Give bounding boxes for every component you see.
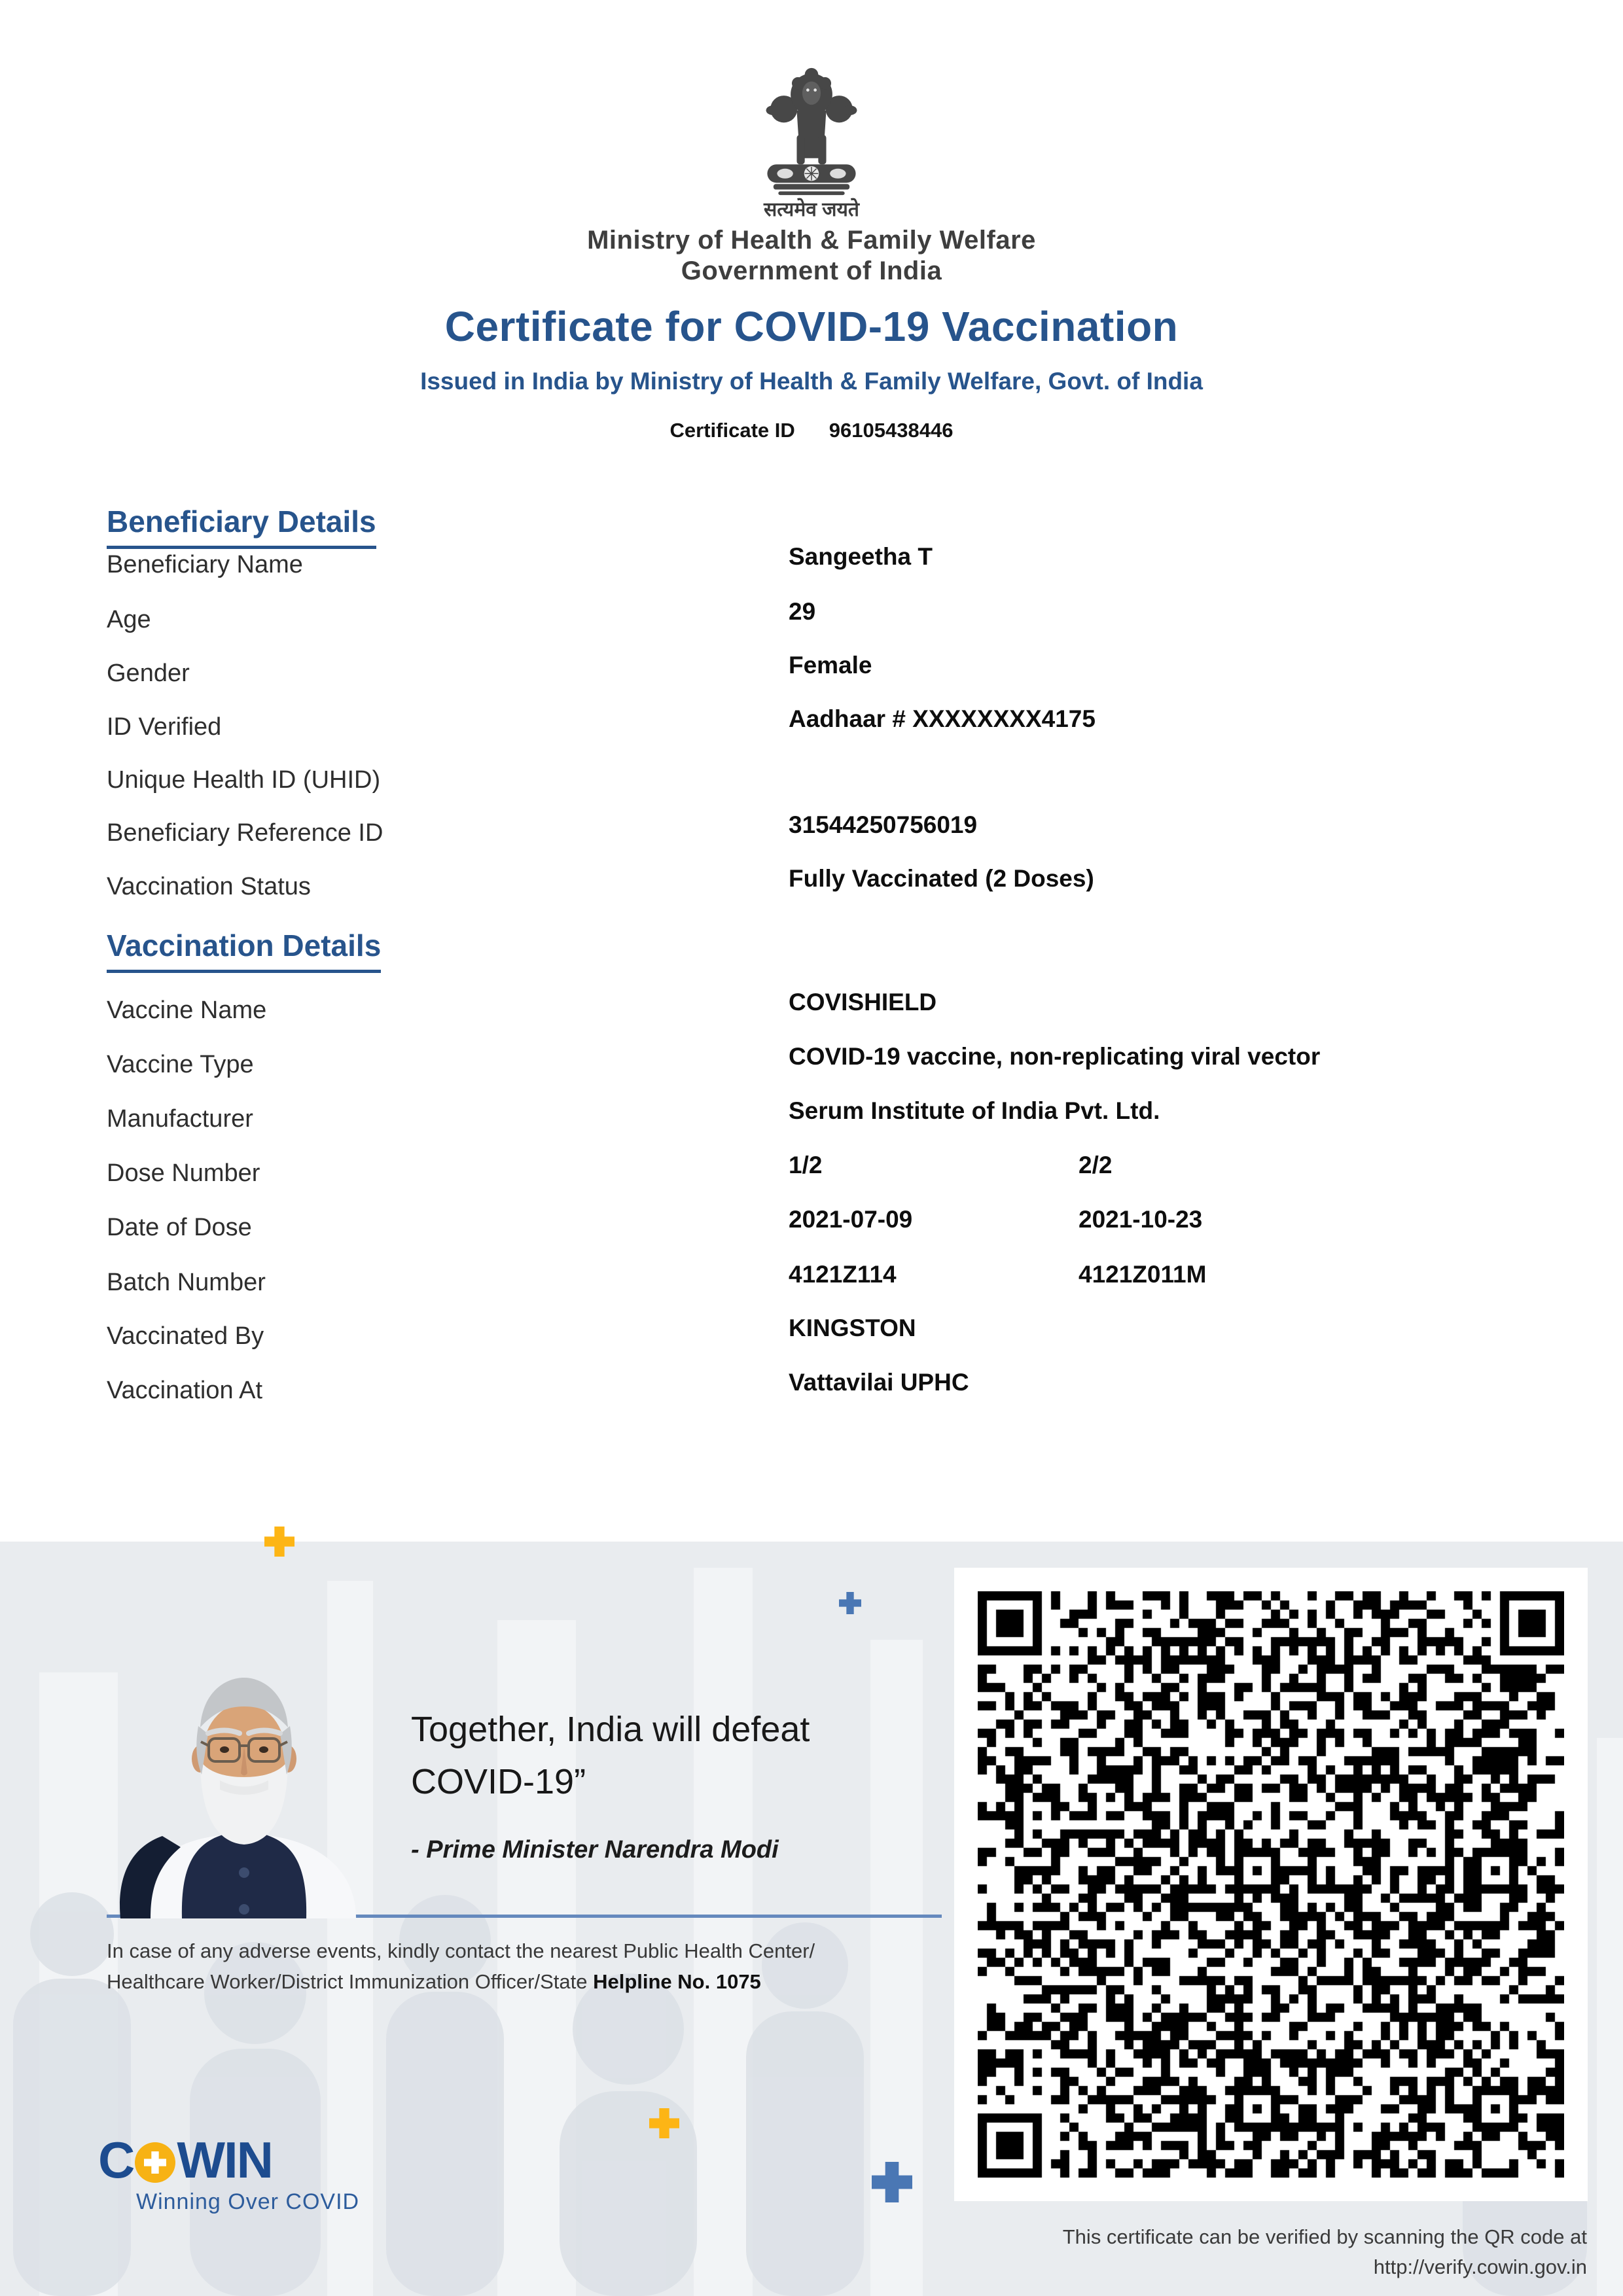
verification-note bbox=[654, 2222, 1587, 2282]
field-label: Unique Health ID (UHID) bbox=[107, 766, 381, 794]
row-vaccination-status bbox=[0, 865, 1623, 912]
emblem-of-india-icon bbox=[750, 56, 873, 196]
field-label: Batch Number bbox=[107, 1269, 266, 1296]
row-date-of-dose bbox=[0, 1206, 1623, 1253]
field-label: Dose Number bbox=[107, 1159, 260, 1187]
field-value: 31544250756019 bbox=[789, 811, 978, 838]
ministry-name: Ministry of Health & Family Welfare bbox=[587, 226, 1036, 255]
row-batch-number bbox=[0, 1261, 1623, 1308]
row-vaccinated-by bbox=[0, 1315, 1623, 1362]
adverse-line1: In case of any adverse events, kindly contact the nearest Public Health Center/ bbox=[107, 1939, 815, 1962]
field-label: Vaccinated By bbox=[107, 1322, 264, 1350]
row-beneficiary-name bbox=[0, 543, 1623, 590]
field-value-dose2: 2/2 bbox=[1079, 1152, 1113, 1178]
field-value: Sangeetha T bbox=[789, 543, 933, 570]
field-label: Age bbox=[107, 606, 151, 633]
row-manufacturer bbox=[0, 1097, 1623, 1144]
cowin-logo-win: WIN bbox=[177, 2131, 272, 2189]
row-gender bbox=[0, 652, 1623, 699]
field-label: Beneficiary Reference ID bbox=[107, 819, 383, 847]
field-label: Vaccination At bbox=[107, 1377, 263, 1404]
row-vaccine-type bbox=[0, 1043, 1623, 1090]
qr-code-panel bbox=[954, 1568, 1588, 2201]
field-value: Aadhaar # XXXXXXXX4175 bbox=[789, 705, 1096, 732]
field-value-dose1: 4121Z114 bbox=[789, 1261, 897, 1288]
emblem-motto: सत्यमेव जयते bbox=[763, 199, 860, 221]
cowin-tagline: Winning Over COVID bbox=[136, 2189, 360, 2214]
field-value: KINGSTON bbox=[789, 1315, 916, 1341]
field-value: COVISHIELD bbox=[789, 989, 937, 1016]
field-value: 29 bbox=[789, 598, 816, 625]
row-vaccination-at bbox=[0, 1369, 1623, 1416]
field-label: Vaccination Status bbox=[107, 873, 311, 900]
pm-quote-line1: Together, India will defeat bbox=[411, 1710, 810, 1749]
pm-quote-attribution: - Prime Minister Narendra Modi bbox=[411, 1836, 779, 1863]
government-name: Government of India bbox=[681, 256, 942, 285]
pm-quote-line2: COVID-19” bbox=[411, 1762, 586, 1801]
row-dose-number bbox=[0, 1152, 1623, 1199]
certificate-title: Certificate for COVID-19 Vaccination bbox=[444, 303, 1179, 350]
field-label: Beneficiary Name bbox=[107, 551, 303, 578]
cowin-logo-c: C bbox=[98, 2131, 134, 2189]
row-uhid bbox=[0, 766, 1623, 805]
certificate-id-value: 96105438446 bbox=[829, 419, 954, 442]
vaccination-details-heading: Vaccination Details bbox=[107, 928, 381, 973]
row-beneficiary-reference-id bbox=[0, 811, 1623, 858]
qr-code bbox=[978, 1591, 1564, 2178]
row-vaccine-name bbox=[0, 989, 1623, 1036]
field-value: COVID-19 vaccine, non-replicating viral vector bbox=[789, 1043, 1321, 1070]
adverse-events-note bbox=[107, 1935, 815, 1997]
cowin-plus-icon bbox=[135, 2142, 175, 2183]
beneficiary-details-heading: Beneficiary Details bbox=[107, 504, 376, 549]
plus-accent-icon bbox=[839, 1592, 861, 1614]
certificate-id-label: Certificate ID bbox=[669, 419, 795, 442]
field-value: Serum Institute of India Pvt. Ltd. bbox=[789, 1097, 1160, 1124]
field-value: Fully Vaccinated (2 Doses) bbox=[789, 865, 1094, 892]
field-label: Gender bbox=[107, 660, 190, 687]
cowin-logo bbox=[98, 2130, 272, 2190]
verify-url: http://verify.cowin.gov.in bbox=[1373, 2255, 1587, 2278]
pm-modi-photo bbox=[97, 1648, 391, 1918]
plus-accent-icon bbox=[264, 1527, 294, 1557]
field-label: Date of Dose bbox=[107, 1214, 252, 1241]
field-value: Vattavilai UPHC bbox=[789, 1369, 969, 1396]
certificate-id-row bbox=[0, 419, 1623, 442]
verify-line1: This certificate can be verified by scanning the QR code at bbox=[1062, 2225, 1587, 2248]
field-value: Female bbox=[789, 652, 872, 679]
field-label: ID Verified bbox=[107, 713, 222, 741]
certificate-subtitle: Issued in India by Ministry of Health & Family Welfare, Govt. of India bbox=[420, 368, 1203, 395]
adverse-line2: Healthcare Worker/District Immunization Officer/State bbox=[107, 1970, 594, 1993]
row-id-verified bbox=[0, 705, 1623, 752]
plus-accent-icon bbox=[649, 2108, 679, 2138]
field-value-dose2: 2021-10-23 bbox=[1079, 1206, 1203, 1233]
field-value-dose1: 2021-07-09 bbox=[789, 1206, 913, 1233]
field-label: Vaccine Type bbox=[107, 1051, 254, 1078]
field-label: Manufacturer bbox=[107, 1105, 253, 1133]
field-label: Vaccine Name bbox=[107, 997, 267, 1024]
row-age bbox=[0, 598, 1623, 645]
plus-accent-icon bbox=[872, 2162, 912, 2202]
field-value-dose1: 1/2 bbox=[789, 1152, 823, 1178]
helpline-number: Helpline No. 1075 bbox=[593, 1970, 761, 1993]
field-value-dose2: 4121Z011M bbox=[1079, 1261, 1207, 1288]
